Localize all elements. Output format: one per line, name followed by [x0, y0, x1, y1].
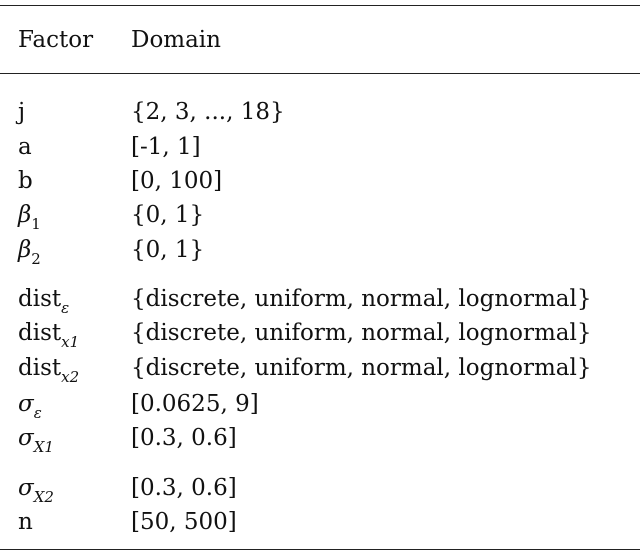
factor-symbol: b [18, 168, 33, 194]
domain-cell-j: {2, 3, ..., 18} [131, 99, 285, 125]
factor-symbol: n [18, 509, 33, 535]
factor-cell-a [18, 133, 32, 161]
table-bottom-rule [0, 549, 640, 550]
header-domain: Domain [131, 27, 221, 53]
factor-cell-beta1 [18, 201, 41, 231]
domain-cell-n: [50, 500] [131, 509, 237, 535]
factor-cell-dist-eps [18, 285, 69, 315]
table-header-rule [0, 73, 640, 74]
header-factor: Factor [18, 27, 94, 53]
factor-cell-b [18, 167, 33, 195]
factor-symbol: σ [18, 425, 34, 451]
factor-symbol: dist [18, 286, 62, 312]
factor-subscript: x2 [61, 368, 80, 386]
factor-symbol: dist [18, 355, 62, 381]
factor-cell-sigma-x2 [18, 474, 54, 504]
factor-symbol: σ [18, 475, 34, 501]
factor-symbol: a [18, 134, 32, 160]
factor-subscript: 2 [31, 250, 41, 268]
factor-subscript: ε [61, 299, 70, 317]
factor-symbol: β [18, 237, 32, 263]
factor-cell-j [18, 98, 25, 126]
domain-cell-a: [-1, 1] [131, 134, 201, 160]
factor-symbol: dist [18, 320, 62, 346]
factor-cell-sigma-eps [18, 390, 42, 420]
factor-cell-dist-x1 [18, 319, 79, 349]
domain-cell-sigma-x1: [0.3, 0.6] [131, 425, 237, 451]
factor-subscript: x1 [61, 333, 80, 351]
domain-cell-beta2: {0, 1} [131, 237, 205, 263]
domain-cell-dist-x1: {discrete, uniform, normal, lognormal} [131, 320, 592, 346]
factor-cell-sigma-x1 [18, 424, 54, 454]
factor-symbol: β [18, 202, 32, 228]
domain-cell-sigma-eps: [0.0625, 9] [131, 391, 259, 417]
factor-subscript: X1 [33, 438, 54, 456]
domain-cell-sigma-x2: [0.3, 0.6] [131, 475, 237, 501]
factor-subscript: 1 [31, 215, 41, 233]
domain-cell-dist-x2: {discrete, uniform, normal, lognormal} [131, 355, 592, 381]
factor-subscript: ε [33, 404, 42, 422]
factor-cell-dist-x2 [18, 354, 79, 384]
factor-symbol: σ [18, 391, 34, 417]
domain-cell-beta1: {0, 1} [131, 202, 205, 228]
factor-subscript: X2 [33, 488, 54, 506]
domain-cell-dist-eps: {discrete, uniform, normal, lognormal} [131, 286, 592, 312]
domain-cell-b: [0, 100] [131, 168, 223, 194]
factor-symbol: j [18, 99, 26, 125]
factor-cell-n [18, 508, 33, 536]
table-top-rule [0, 5, 640, 6]
factor-cell-beta2 [18, 236, 41, 266]
